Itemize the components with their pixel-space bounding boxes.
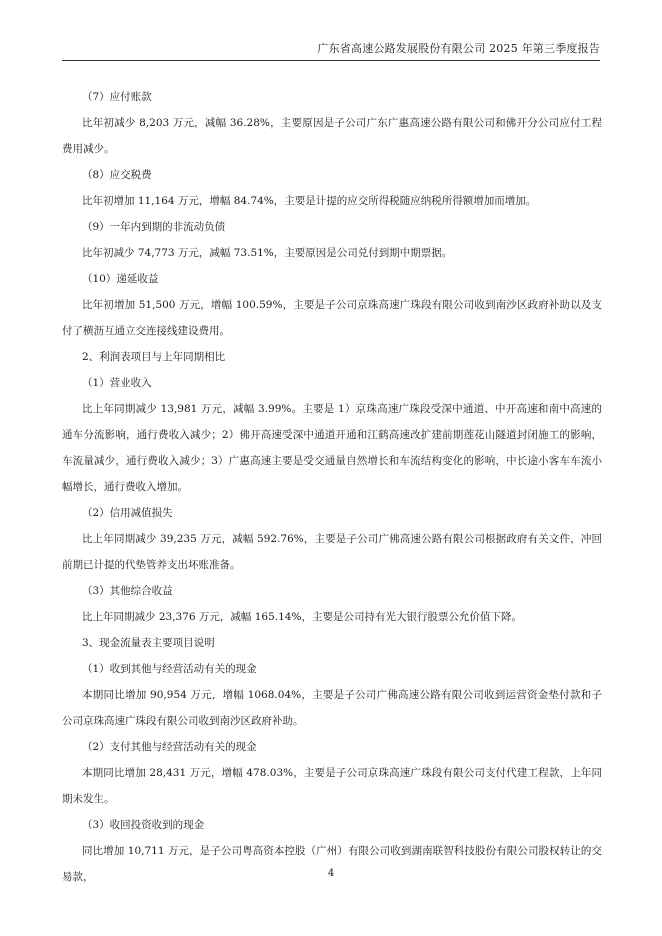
sub-heading: （8）应交税费 (82, 169, 152, 181)
paragraph: 比上年同期减少 39,235 万元，减幅 592.76%，主要是子公司广佛高速公路有限公司根据政府有关文件，冲回前期已计提的代垫管养支出坏账准备。 (62, 533, 602, 571)
sub-heading: （1）营业收入 (82, 377, 152, 389)
paragraph: 比年初减少 8,203 万元，减幅 36.28%，主要原因是子公司广东广惠高速公路有限公司和佛开分公司应付工程费用减少。 (62, 117, 602, 155)
section-heading: 2、利润表项目与上年同期相比 (82, 351, 226, 363)
sub-heading: （3）收回投资收到的现金 (82, 819, 205, 831)
page-header: 广东省高速公路发展股份有限公司 2025 年第三季度报告 (317, 42, 600, 55)
paragraph: 本期同比增加 90,954 万元，增幅 1068.04%，主要是子公司广佛高速公路有限公司收到运营资金垫付款和子公司京珠高速广珠段有限公司收到南沙区政府补助。 (62, 689, 602, 727)
sub-heading: （3）其他综合收益 (82, 585, 173, 597)
paragraph: 比年初增加 51,500 万元，增幅 100.59%，主要是子公司京珠高速广珠段有限公司收到南沙区政府补助以及支付了横沥互通立交连接线建设费用。 (62, 299, 602, 337)
paragraph: 同比增加 10,711 万元，是子公司粤高资本控股（广州）有限公司收到湖南联智科技股份有限公司股权转让的交易款， (62, 845, 602, 883)
section-heading: 3、现金流量表主要项目说明 (82, 637, 215, 649)
paragraph: 比上年同期减少 23,376 万元，减幅 165.14%，主要是公司持有光大银行股票公允价值下降。 (82, 611, 522, 623)
document-body (62, 84, 602, 890)
paragraph: 比年初增加 11,164 万元，增幅 84.74%，主要是计提的应交所得税随应纳税所得额增加而增加。 (82, 195, 537, 207)
sub-heading: （9）一年内到期的非流动负债 (82, 221, 226, 233)
header-divider (62, 60, 600, 61)
sub-heading: （2）支付其他与经营活动有关的现金 (82, 741, 257, 753)
paragraph: 比上年同期减少 13,981 万元，减幅 3.99%。主要是 1）京珠高速广珠段受深中通道、中开高速和南中高速的通车分流影响，通行费收入减少；2）佛开高速受深中通道开通和江鹤高速改扩建前期莲花山隧道封闭施工的影响，车流量减少，通行费收入减少；3）广惠高速主要是受交通量自然增长和车流结构变化的影响，中长途小客车车流小幅增长，通行费收入增加。 (62, 403, 602, 493)
sub-heading: （1）收到其他与经营活动有关的现金 (82, 663, 257, 675)
page-number: 4 (327, 868, 335, 879)
sub-heading: （2）信用减值损失 (82, 507, 173, 519)
sub-heading: （10）递延收益 (82, 273, 159, 285)
paragraph: 比年初减少 74,773 万元，减幅 73.51%，主要原因是公司兑付到期中期票据。 (82, 247, 453, 259)
sub-heading: （7）应付账款 (82, 91, 152, 103)
paragraph: 本期同比增加 28,431 万元，增幅 478.03%，主要是子公司京珠高速广珠段有限公司支付代建工程款，上年同期未发生。 (62, 767, 602, 805)
